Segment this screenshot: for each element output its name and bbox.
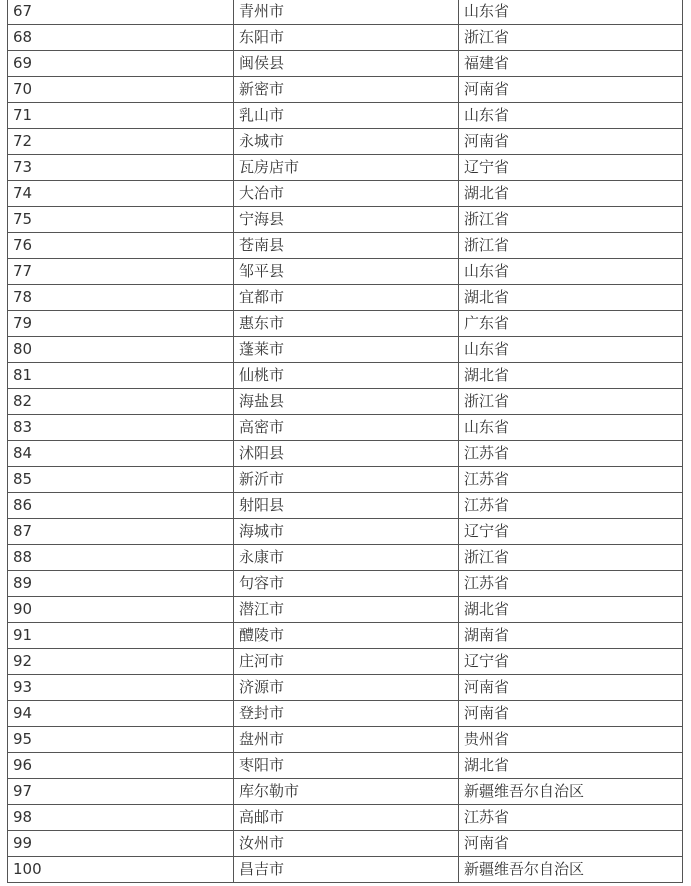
- rank-cell: 97: [8, 779, 234, 805]
- table-row: [8, 493, 683, 519]
- table-row: [8, 155, 683, 181]
- province-cell: 贵州省: [459, 727, 683, 753]
- table-row: [8, 259, 683, 285]
- table-row: [8, 753, 683, 779]
- table-row: [8, 779, 683, 805]
- rank-cell: 86: [8, 493, 234, 519]
- city-cell: 永康市: [234, 545, 459, 571]
- rank-cell: 69: [8, 51, 234, 77]
- city-cell: 沭阳县: [234, 441, 459, 467]
- rank-cell: 83: [8, 415, 234, 441]
- province-cell: 浙江省: [459, 389, 683, 415]
- rank-cell: 72: [8, 129, 234, 155]
- province-cell: 山东省: [459, 337, 683, 363]
- table-row: [8, 181, 683, 207]
- rank-cell: 96: [8, 753, 234, 779]
- rank-cell: 85: [8, 467, 234, 493]
- city-cell: 宜都市: [234, 285, 459, 311]
- rank-cell: 89: [8, 571, 234, 597]
- city-cell: 蓬莱市: [234, 337, 459, 363]
- table-row: [8, 649, 683, 675]
- table-row: [8, 363, 683, 389]
- city-cell: 闽侯县: [234, 51, 459, 77]
- table-row: [8, 311, 683, 337]
- rank-cell: 100: [8, 857, 234, 883]
- province-cell: 辽宁省: [459, 519, 683, 545]
- table-row: [8, 285, 683, 311]
- table-row: [8, 415, 683, 441]
- rank-cell: 80: [8, 337, 234, 363]
- province-cell: 湖南省: [459, 623, 683, 649]
- table-row: [8, 441, 683, 467]
- province-cell: 湖北省: [459, 363, 683, 389]
- table-row: [8, 857, 683, 883]
- city-cell: 济源市: [234, 675, 459, 701]
- rank-cell: 70: [8, 77, 234, 103]
- province-cell: 河南省: [459, 77, 683, 103]
- city-cell: 潜江市: [234, 597, 459, 623]
- rank-cell: 92: [8, 649, 234, 675]
- province-cell: 河南省: [459, 831, 683, 857]
- rank-cell: 68: [8, 25, 234, 51]
- province-cell: 福建省: [459, 51, 683, 77]
- rank-cell: 95: [8, 727, 234, 753]
- province-cell: 浙江省: [459, 25, 683, 51]
- table-row: [8, 675, 683, 701]
- rank-cell: 87: [8, 519, 234, 545]
- province-cell: 辽宁省: [459, 649, 683, 675]
- rank-cell: 81: [8, 363, 234, 389]
- province-cell: 河南省: [459, 129, 683, 155]
- table-row: [8, 805, 683, 831]
- province-cell: 山东省: [459, 0, 683, 25]
- city-cell: 枣阳市: [234, 753, 459, 779]
- city-cell: 高邮市: [234, 805, 459, 831]
- table-row: [8, 337, 683, 363]
- province-cell: 江苏省: [459, 571, 683, 597]
- rank-cell: 88: [8, 545, 234, 571]
- table-row: [8, 0, 683, 25]
- province-cell: 山东省: [459, 103, 683, 129]
- city-cell: 盘州市: [234, 727, 459, 753]
- city-cell: 海盐县: [234, 389, 459, 415]
- city-cell: 海城市: [234, 519, 459, 545]
- table-row: [8, 25, 683, 51]
- table-row: [8, 623, 683, 649]
- province-cell: 河南省: [459, 701, 683, 727]
- province-cell: 湖北省: [459, 753, 683, 779]
- province-cell: 江苏省: [459, 493, 683, 519]
- table-row: [8, 545, 683, 571]
- table-row: [8, 233, 683, 259]
- table-row: [8, 77, 683, 103]
- city-cell: 邹平县: [234, 259, 459, 285]
- table-row: [8, 831, 683, 857]
- city-cell: 仙桃市: [234, 363, 459, 389]
- rank-cell: 67: [8, 0, 234, 25]
- city-cell: 庄河市: [234, 649, 459, 675]
- city-cell: 乳山市: [234, 103, 459, 129]
- table-row: [8, 597, 683, 623]
- rank-cell: 73: [8, 155, 234, 181]
- rank-cell: 84: [8, 441, 234, 467]
- city-cell: 新密市: [234, 77, 459, 103]
- rank-cell: 99: [8, 831, 234, 857]
- rank-cell: 93: [8, 675, 234, 701]
- rank-cell: 74: [8, 181, 234, 207]
- rank-cell: 94: [8, 701, 234, 727]
- city-cell: 句容市: [234, 571, 459, 597]
- city-cell: 惠东市: [234, 311, 459, 337]
- city-cell: 宁海县: [234, 207, 459, 233]
- province-cell: 辽宁省: [459, 155, 683, 181]
- table-row: [8, 467, 683, 493]
- table-row: [8, 389, 683, 415]
- city-cell: 苍南县: [234, 233, 459, 259]
- table-row: [8, 51, 683, 77]
- rank-cell: 90: [8, 597, 234, 623]
- province-cell: 浙江省: [459, 207, 683, 233]
- province-cell: 新疆维吾尔自治区: [459, 857, 683, 883]
- rank-cell: 71: [8, 103, 234, 129]
- table-row: [8, 103, 683, 129]
- table-body: [8, 0, 683, 883]
- city-cell: 登封市: [234, 701, 459, 727]
- table-row: [8, 727, 683, 753]
- city-cell: 新沂市: [234, 467, 459, 493]
- rank-cell: 91: [8, 623, 234, 649]
- table-row: [8, 571, 683, 597]
- province-cell: 浙江省: [459, 233, 683, 259]
- province-cell: 河南省: [459, 675, 683, 701]
- table-row: [8, 129, 683, 155]
- province-cell: 江苏省: [459, 441, 683, 467]
- table-row: [8, 207, 683, 233]
- city-cell: 醴陵市: [234, 623, 459, 649]
- city-cell: 高密市: [234, 415, 459, 441]
- table-row: [8, 701, 683, 727]
- city-cell: 青州市: [234, 0, 459, 25]
- table-row: [8, 519, 683, 545]
- province-cell: 江苏省: [459, 467, 683, 493]
- rank-cell: 98: [8, 805, 234, 831]
- city-cell: 昌吉市: [234, 857, 459, 883]
- province-cell: 湖北省: [459, 597, 683, 623]
- province-cell: 广东省: [459, 311, 683, 337]
- city-cell: 库尔勒市: [234, 779, 459, 805]
- rank-cell: 82: [8, 389, 234, 415]
- rank-cell: 76: [8, 233, 234, 259]
- province-cell: 浙江省: [459, 545, 683, 571]
- rank-cell: 79: [8, 311, 234, 337]
- province-cell: 新疆维吾尔自治区: [459, 779, 683, 805]
- rank-cell: 78: [8, 285, 234, 311]
- rank-cell: 77: [8, 259, 234, 285]
- city-cell: 瓦房店市: [234, 155, 459, 181]
- province-cell: 江苏省: [459, 805, 683, 831]
- city-ranking-table: [7, 0, 683, 883]
- rank-cell: 75: [8, 207, 234, 233]
- city-cell: 汝州市: [234, 831, 459, 857]
- province-cell: 湖北省: [459, 181, 683, 207]
- province-cell: 山东省: [459, 415, 683, 441]
- city-cell: 大冶市: [234, 181, 459, 207]
- city-cell: 永城市: [234, 129, 459, 155]
- city-cell: 东阳市: [234, 25, 459, 51]
- province-cell: 湖北省: [459, 285, 683, 311]
- city-cell: 射阳县: [234, 493, 459, 519]
- province-cell: 山东省: [459, 259, 683, 285]
